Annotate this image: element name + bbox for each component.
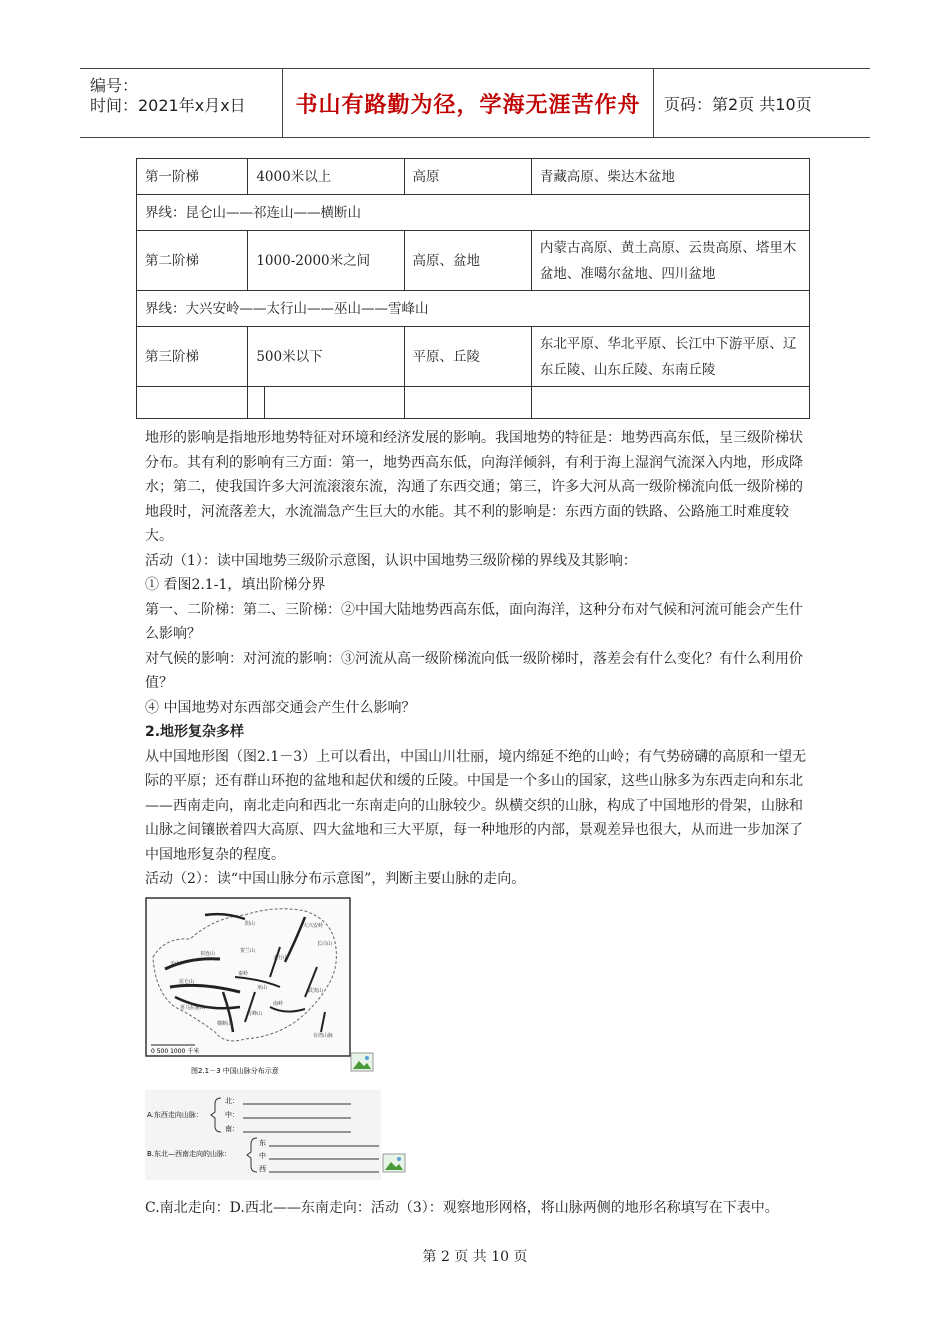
page-header <box>80 68 870 138</box>
mountain-map <box>145 897 375 1077</box>
worksheet-b-item: 中 <box>259 1152 266 1160</box>
map-label: 武夷山 <box>308 988 324 994</box>
map-label: 昆仑山 <box>179 979 195 985</box>
motto: 书山有路勤为径，学海无涯苦作舟 <box>295 92 641 118</box>
empty-cell <box>265 387 404 419</box>
step-name: 第二阶梯 <box>137 231 248 291</box>
terrain-steps-table <box>136 158 810 419</box>
section-heading: 2.地形复杂多样 <box>145 724 245 740</box>
paragraph: 第一、二阶梯：第二、三阶梯：②中国大陆地势西高东低，面向海洋，这种分布对气候和河流可能会产生什么影响？ <box>145 601 803 642</box>
step-examples: 青藏高原、柴达木盆地 <box>531 159 809 195</box>
step-examples: 内蒙古高原、黄土高原、云贵高原、塔里木盆地、准噶尔盆地、四川盆地 <box>531 231 809 291</box>
step-landform: 高原、盆地 <box>404 231 531 291</box>
table-row <box>137 231 810 291</box>
image-placeholder-icon <box>383 1154 405 1172</box>
paragraph: ① 看图2.1-1，填出阶梯分界 <box>145 577 326 593</box>
map-label: 南岭 <box>273 1001 284 1007</box>
worksheet-b-item: 西 <box>259 1165 266 1173</box>
step-name: 第一阶梯 <box>137 159 248 195</box>
paragraph: 地形的影响是指地形地势特征对环境和经济发展的影响。我国地势的特征是：地势西高东低，呈三级阶梯状分布。其有利的影响有三方面：第一，地势西高东低，向海洋倾斜，有利于海上湿润气流深入内地，形成降水；第二，使我国许多大河流滚滚东流，沟通了东西交通；第三，许多大河从高一级阶梯流向低一级阶梯的地段时，河流落差大，水流湍急产生巨大的水能。其不利的影响是：东西方面的铁路、公路施工时难度较大。 <box>145 430 803 544</box>
page-footer: 第 2 页 共 10 页 <box>422 1249 528 1265</box>
map-label: 秦岭 <box>238 971 249 977</box>
number-label: 编号： <box>90 76 139 95</box>
paragraph: 从中国地形图（图2.1－3）上可以看出，中国山川壮丽，境内绵延不绝的山岭；有气势磅礴的高原和一望无际的平原；还有群山环抱的盆地和起伏和缓的丘陵。中国是一个多山的国家，这些山脉多为东西走向和东北——西南走向，南北走向和西北一东南走向的山脉较少。纵横交织的山脉，构成了中国地形的骨架，山脉和山脉之间镶嵌着四大高原、四大盆地和三大平原，每一种地形的内部，景观差异也很大，从而进一步加深了中国地形复杂的程度。 <box>145 748 807 863</box>
worksheet-b-item: 东 <box>259 1139 266 1147</box>
step-altitude: 1000-2000米之间 <box>248 231 404 291</box>
worksheet-b-label: B.东北—西南走向的山脉： <box>147 1150 232 1158</box>
figure-caption: 图2.1－3 中国山脉分布示意 <box>191 1067 279 1075</box>
map-label: 台湾山脉 <box>313 1033 334 1039</box>
map-label: 天山 <box>170 961 181 967</box>
worksheet-a-label: A.东西走向山脉： <box>147 1111 203 1119</box>
worksheet-a-item: 中： <box>225 1111 239 1119</box>
worksheet-graphic <box>145 1090 410 1180</box>
step-landform: 高原 <box>404 159 531 195</box>
paragraph: 活动（2）：读“中国山脉分布示意图”，判断主要山脉的走向。 <box>145 871 526 887</box>
map-label: 横断山 <box>217 1021 233 1027</box>
boundary-line: 界线：大兴安岭——太行山——巫山——雪峰山 <box>137 291 810 327</box>
table-row <box>137 195 810 231</box>
map-label: 贺兰山 <box>240 948 256 954</box>
map-label: 祁连山 <box>200 951 216 957</box>
map-label: 大兴安岭 <box>303 923 324 929</box>
time-label: 时间：2021年x月x日 <box>90 96 246 115</box>
step-altitude: 500米以下 <box>248 327 404 387</box>
body-text-bottom <box>145 1196 813 1221</box>
image-placeholder-icon <box>351 1053 373 1071</box>
step-altitude: 4000米以上 <box>248 159 404 195</box>
table-row <box>137 327 810 387</box>
table-row <box>137 291 810 327</box>
empty-cell <box>531 387 809 419</box>
paragraph: 对气候的影响：对河流的影响：③河流从高一级阶梯流向低一级阶梯时，落差会有什么变化？有什么利用价值？ <box>145 650 803 691</box>
step-name: 第三阶梯 <box>137 327 248 387</box>
scale-label: 0 500 1000 千米 <box>151 1048 200 1055</box>
map-label: 阴山 <box>245 921 256 927</box>
boundary-line: 界线：昆仑山——祁连山——横断山 <box>137 195 810 231</box>
map-label: 长白山 <box>317 941 333 947</box>
map-label: 巫山 <box>257 985 268 991</box>
map-label: 喜马拉雅山 <box>180 1005 206 1011</box>
step-examples: 东北平原、华北平原、长江中下游平原、辽东丘陵、山东丘陵、东南丘陵 <box>531 327 809 387</box>
table-row <box>137 159 810 195</box>
table-row <box>137 387 810 419</box>
header-meta <box>80 69 283 137</box>
empty-cell <box>248 387 265 419</box>
mountain-map-figure <box>145 897 375 1077</box>
worksheet-figure <box>145 1090 410 1180</box>
paragraph: 活动（1）：读中国地势三级阶示意图，认识中国地势三级阶梯的界线及其影响： <box>145 552 637 569</box>
empty-cell <box>404 387 531 419</box>
body-text <box>145 426 813 892</box>
worksheet-a-item: 北： <box>225 1097 239 1105</box>
map-label: 雪峰山 <box>247 1011 263 1017</box>
paragraph: ④ 中国地势对东西部交通会产生什么影响？ <box>145 699 416 716</box>
paragraph: C.南北走向：D.西北——东南走向：活动（3）：观察地形网格，将山脉两侧的地形名称填写在下表中。 <box>145 1200 779 1216</box>
empty-cell <box>137 387 248 419</box>
worksheet-a-item: 南： <box>225 1125 239 1133</box>
page-number-label: 页码：第2页 共10页 <box>664 94 812 114</box>
map-label: 太行山 <box>273 955 289 961</box>
header-motto-cell <box>283 69 654 137</box>
step-landform: 平原、丘陵 <box>404 327 531 387</box>
